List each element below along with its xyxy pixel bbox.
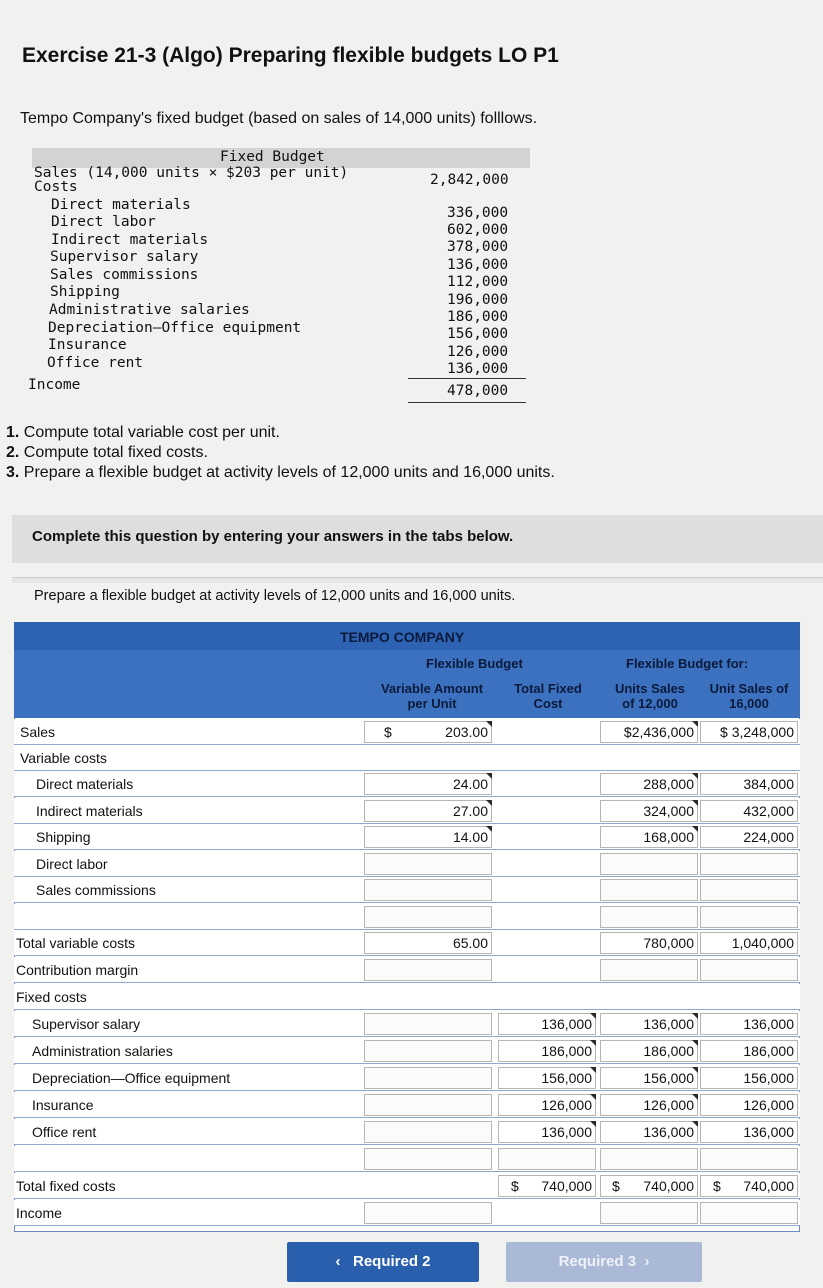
row-variable-item	[14, 877, 800, 903]
row-label: Administration salaries	[32, 1043, 173, 1059]
input-fixed[interactable]: 186,000	[498, 1040, 596, 1062]
row-fixed-item	[14, 1119, 800, 1145]
row-label: Office rent	[32, 1124, 97, 1140]
input-u16[interactable]	[700, 853, 798, 875]
input-u16[interactable]: 186,000	[700, 1040, 798, 1062]
row-label: Contribution margin	[16, 962, 139, 978]
row-sales	[14, 719, 800, 745]
input-u12[interactable]	[600, 906, 698, 928]
fb-item-label: Direct labor	[51, 214, 156, 230]
input-u16[interactable]: 126,000	[700, 1094, 798, 1116]
fb-item-label: Indirect materials	[51, 232, 209, 248]
input-u12[interactable]: 156,000	[600, 1067, 698, 1089]
required-3-label: Required 3	[558, 1253, 637, 1270]
fb-item-label: Depreciation—Office equipment	[48, 320, 302, 336]
input-var[interactable]	[364, 959, 492, 981]
company-name: TEMPO COMPANY	[340, 629, 465, 645]
row-total-variable	[14, 930, 800, 956]
input-u12[interactable]	[600, 1202, 698, 1224]
exercise-title: Exercise 21-3 (Algo) Preparing flexible budgets LO P1	[22, 44, 559, 67]
row-label: Supervisor salary	[32, 1016, 141, 1032]
input-var[interactable]: 27.00	[364, 800, 492, 822]
input-var[interactable]	[364, 1148, 492, 1170]
fb-item-value: 186,000	[447, 309, 509, 325]
input-fixed[interactable]: 740,000	[498, 1175, 596, 1197]
row-label: Direct materials	[36, 776, 134, 792]
fb-item-label: Supervisor salary	[50, 249, 199, 265]
input-fixed[interactable]: 136,000	[498, 1013, 596, 1035]
input-u16[interactable]: 384,000	[700, 773, 798, 795]
row-fixed-item	[14, 1092, 800, 1118]
input-u16[interactable]: 136,000	[700, 1013, 798, 1035]
input-u12[interactable]: 126,000	[600, 1094, 698, 1116]
chevron-right-icon: ›	[644, 1253, 650, 1270]
row-label: Indirect materials	[36, 802, 143, 819]
fb-item-value: 136,000	[447, 361, 509, 377]
input-var[interactable]	[364, 1121, 492, 1143]
row-blank-variable	[14, 904, 800, 930]
chevron-left-icon: ‹	[335, 1253, 341, 1270]
fb-item-value: 378,000	[447, 239, 509, 255]
fb-costs-label: Costs	[34, 179, 78, 195]
row-label: Total variable costs	[16, 935, 136, 951]
row-label: Variable costs	[20, 750, 107, 766]
input-fixed[interactable]: 156,000	[498, 1067, 596, 1089]
row-label: Shipping	[36, 829, 91, 845]
row-fixed-item	[14, 1011, 800, 1037]
intro-text: Tempo Company's fixed budget (based on sales of 14,000 units) folllows.	[20, 110, 538, 127]
input-var[interactable]	[364, 1094, 492, 1116]
input-u12[interactable]: 136,000	[600, 1121, 698, 1143]
fb-income-value: 478,000	[447, 383, 509, 399]
row-fixed-item	[14, 1038, 800, 1064]
input-var[interactable]	[364, 1067, 492, 1089]
input-var[interactable]: 14.00	[364, 826, 492, 848]
dollar-sign: $	[511, 1178, 519, 1194]
input-u16[interactable]: 136,000	[700, 1121, 798, 1143]
input-var[interactable]	[364, 853, 492, 875]
fb-item-value: 156,000	[447, 326, 509, 342]
required-2-label: Required 2	[352, 1253, 431, 1270]
col-variable-header: Variable Amount per Unit	[380, 681, 484, 711]
input-u12[interactable]: 288,000	[600, 773, 698, 795]
input-u12[interactable]: 168,000	[600, 826, 698, 848]
fb-total-rule	[408, 378, 526, 379]
dollar-sign: $	[713, 1178, 721, 1194]
fb-item-value: 602,000	[447, 222, 509, 238]
fb-item-label: Office rent	[47, 355, 144, 371]
prepare-instruction: Prepare a flexible budget at activity levels of 12,000 units and 16,000 units.	[34, 588, 516, 604]
input-u16[interactable]	[700, 1148, 798, 1170]
fb-item-label: Insurance	[48, 337, 127, 353]
input-u12[interactable]: 324,000	[600, 800, 698, 822]
fixed-budget-header-label: Fixed Budget	[220, 149, 325, 165]
col-12000-header: Units Sales of 12,000	[614, 681, 686, 711]
row-label: Income	[16, 1205, 62, 1221]
input-u16[interactable]	[700, 1202, 798, 1224]
input-u16[interactable]: $ 3,248,000	[700, 721, 798, 743]
input-u16[interactable]: 1,040,000	[700, 932, 798, 954]
input-u16[interactable]	[700, 959, 798, 981]
fb-item-value: 196,000	[447, 292, 509, 308]
fb-item-value: 126,000	[447, 344, 509, 360]
input-u12[interactable]	[600, 959, 698, 981]
row-variable-costs-heading	[14, 745, 800, 771]
row-variable-item	[14, 798, 800, 824]
input-fixed[interactable]: 136,000	[498, 1121, 596, 1143]
input-u16[interactable]: 740,000	[700, 1175, 798, 1197]
input-var[interactable]	[364, 906, 492, 928]
input-u12[interactable]: 136,000	[600, 1013, 698, 1035]
input-u16[interactable]: 432,000	[700, 800, 798, 822]
row-label: Sales	[20, 724, 56, 740]
input-var[interactable]: 203.00	[364, 721, 492, 743]
instruction-banner	[12, 515, 823, 563]
row-total-fixed	[14, 1173, 800, 1199]
input-u12[interactable]	[600, 1148, 698, 1170]
input-u16[interactable]: 156,000	[700, 1067, 798, 1089]
dollar-sign: $	[612, 1178, 620, 1194]
input-u12[interactable]: 186,000	[600, 1040, 698, 1062]
input-var[interactable]	[364, 1013, 492, 1035]
required-3-button[interactable]	[506, 1242, 702, 1282]
input-var[interactable]	[364, 1202, 492, 1224]
fb-item-value: 336,000	[447, 205, 509, 221]
input-var[interactable]	[364, 879, 492, 901]
input-u12[interactable]	[600, 879, 698, 901]
row-fixed-item	[14, 1065, 800, 1091]
fb-sales-value: 2,842,000	[430, 172, 509, 188]
col-16000-header: Unit Sales of 16,000	[709, 681, 789, 711]
fb-item-label: Sales commissions	[50, 267, 199, 283]
row-variable-item	[14, 851, 800, 877]
fb-income-rule	[408, 402, 526, 403]
fb-item-label: Direct materials	[51, 197, 191, 213]
input-var[interactable]: 65.00	[364, 932, 492, 954]
input-u12[interactable]: $2,436,000	[600, 721, 698, 743]
flexible-budget-for-label: Flexible Budget for:	[626, 656, 749, 671]
input-fixed[interactable]: 126,000	[498, 1094, 596, 1116]
row-variable-item	[14, 771, 800, 797]
row-blank-fixed	[14, 1146, 800, 1172]
input-u16[interactable]	[700, 879, 798, 901]
input-u12[interactable]	[600, 853, 698, 875]
question-1: 1. Compute total variable cost per unit.	[6, 424, 280, 441]
row-label: Insurance	[32, 1097, 94, 1113]
row-label: Sales commissions	[36, 882, 156, 898]
required-2-button[interactable]	[287, 1242, 479, 1282]
input-fixed[interactable]	[498, 1148, 596, 1170]
fb-item-value: 136,000	[447, 257, 509, 273]
row-label: Total fixed costs	[16, 1178, 116, 1194]
dollar-sign: $	[384, 724, 392, 740]
row-variable-item	[14, 824, 800, 850]
row-label: Depreciation—Office equipment	[32, 1070, 231, 1086]
row-contribution-margin	[14, 957, 800, 983]
tab-strip	[12, 577, 823, 583]
banner-text: Complete this question by entering your answers in the tabs below.	[32, 528, 514, 545]
fb-sales-label: Sales (14,000 units × $203 per unit)	[34, 165, 349, 181]
row-label: Direct labor	[36, 855, 108, 872]
fb-item-label: Shipping	[50, 284, 120, 300]
col-fixed-header: Total Fixed Cost	[514, 681, 582, 711]
fb-item-value: 112,000	[447, 274, 509, 290]
input-u16[interactable]	[700, 906, 798, 928]
question-3: 3. Prepare a flexible budget at activity levels of 12,000 units and 16,000 units.	[6, 464, 555, 481]
input-u12[interactable]: 740,000	[600, 1175, 698, 1197]
row-fixed-costs-heading	[14, 984, 800, 1010]
question-2: 2. Compute total fixed costs.	[6, 444, 208, 461]
flexible-budget-label: Flexible Budget	[426, 656, 523, 671]
row-label: Fixed costs	[16, 989, 87, 1005]
fb-income-label: Income	[28, 377, 81, 393]
fb-item-label: Administrative salaries	[49, 302, 250, 318]
row-income	[14, 1200, 800, 1226]
input-u16[interactable]: 224,000	[700, 826, 798, 848]
input-var[interactable]: 24.00	[364, 773, 492, 795]
input-var[interactable]	[364, 1040, 492, 1062]
input-u12[interactable]: 780,000	[600, 932, 698, 954]
